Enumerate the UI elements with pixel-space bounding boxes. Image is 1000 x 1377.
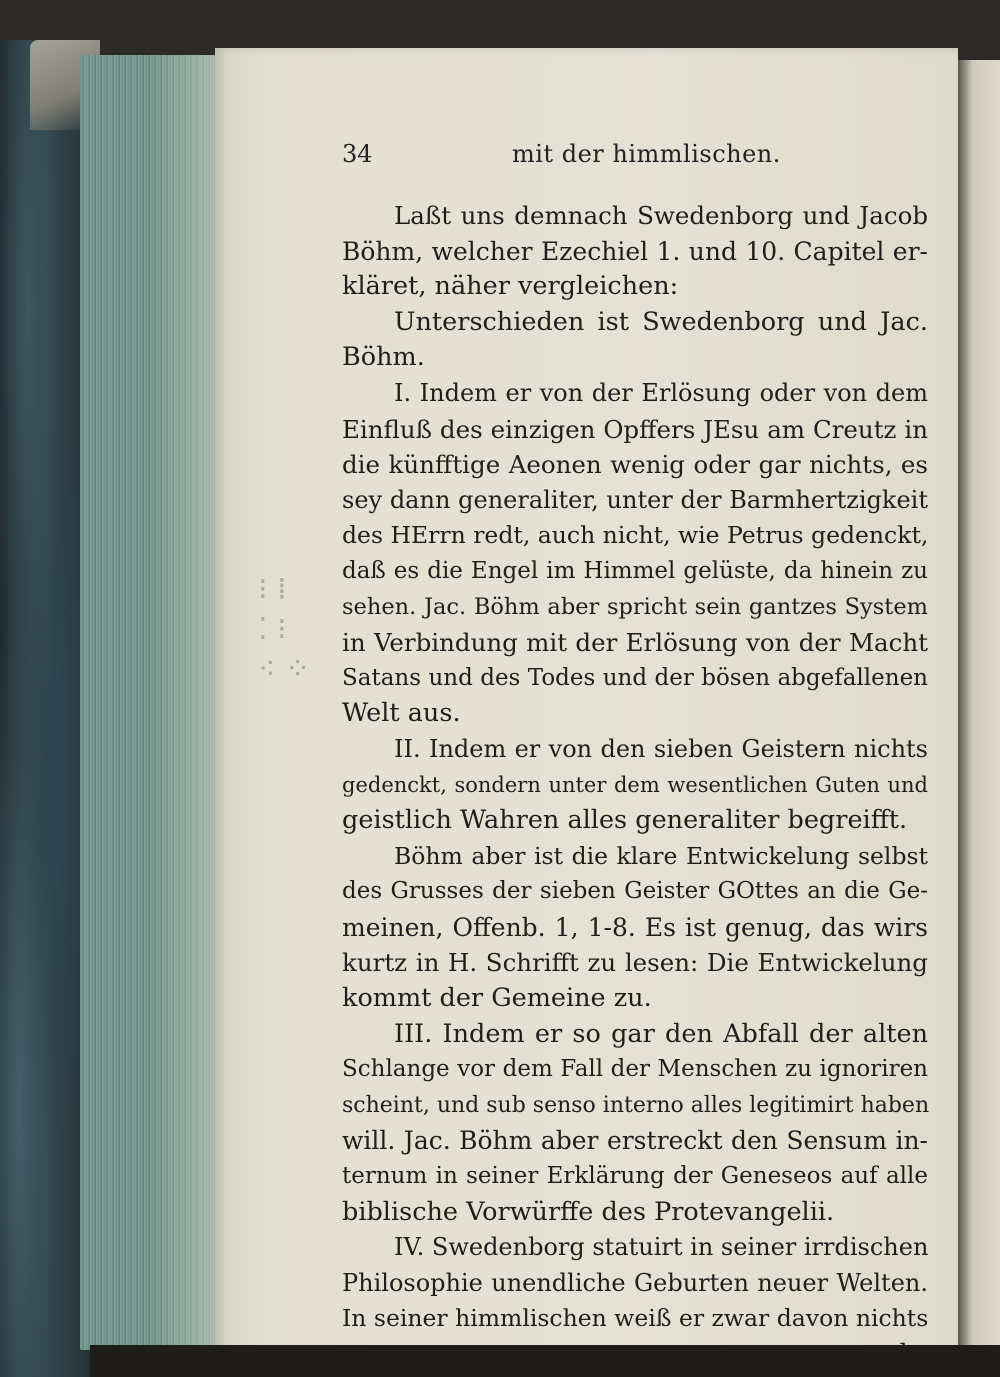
text-line: Böhm aber ist die klare Entwickelung selbst xyxy=(394,841,928,870)
text-line: sehen. Jac. Böhm aber spricht sein gantzes System xyxy=(342,593,928,620)
text-line: Unterschieden ist Swedenborg und Jac. xyxy=(394,306,928,337)
text-line: Böhm. xyxy=(342,342,425,373)
text-line: kurtz in H. Schrifft zu lesen: Die Entwickelung xyxy=(342,948,928,978)
text-line: I. Indem er von der Erlösung oder von dem xyxy=(394,378,928,407)
text-line: kläret, näher vergleichen: xyxy=(342,271,679,302)
text-line: Böhm, welcher Ezechiel 1. und 10. Capitel er- xyxy=(342,236,928,266)
text-line: kommt der Gemeine zu. xyxy=(342,983,652,1014)
text-line: Satans und des Todes und der bösen abgefallenen xyxy=(342,664,928,691)
text-line: II. Indem er von den sieben Geistern nichts xyxy=(394,734,928,763)
text-line: sey dann generaliter, unter der Barmhertzigkeit xyxy=(342,485,928,514)
text-line: will. Jac. Böhm aber erstreckt den Sensum in- xyxy=(342,1126,928,1156)
text-line: Laßt uns demnach Swedenborg und Jacob xyxy=(394,201,928,230)
text-line: Philosophie unendliche Geburten neuer Welten. xyxy=(342,1268,928,1297)
text-line: Einfluß des einzigen Opffers JEsu am Creutz in xyxy=(342,414,928,444)
page-edges-highlight xyxy=(150,55,215,1350)
text-line: meinen, Offenb. 1, 1-8. Es ist genug, das wirs xyxy=(342,912,928,942)
text-line: III. Indem er so gar den Abfall der alten xyxy=(394,1018,928,1049)
running-head: mit der himmlischen. xyxy=(512,140,781,168)
body-text xyxy=(342,198,928,1373)
bottom-shadow xyxy=(90,1345,1000,1377)
text-line: geistlich Wahren alles generaliter begreifft. xyxy=(342,805,908,836)
text-line: Welt aus. xyxy=(342,698,461,729)
text-line: IV. Swedenborg statuirt in seiner irrdischen xyxy=(394,1233,929,1262)
facing-page-edge xyxy=(958,60,1000,1350)
text-line: gedenckt, sondern unter dem wesentlichen Guten und xyxy=(342,772,928,797)
text-line: daß es die Engel im Himmel gelüste, da hinein zu xyxy=(342,557,928,584)
margin-show-through: ⁝ ⁞ ⁚ ⁝ ⁖ ⁘ xyxy=(258,572,311,687)
text-line: scheint, und sub senso interno alles legitimirt haben xyxy=(342,1092,930,1118)
text-line: biblische Vorwürffe des Protevangelii. xyxy=(342,1196,835,1227)
text-line: in Verbindung mit der Erlösung von der Macht xyxy=(342,628,928,658)
page-number: 34 xyxy=(342,140,373,168)
text-line: des Grusses der sieben Geister GOttes an die Ge- xyxy=(342,878,928,905)
text-line: ternum in seiner Erklärung der Geneseos auf alle xyxy=(342,1163,928,1190)
page-header xyxy=(342,140,922,174)
text-line: In seiner himmlischen weiß er zwar davon nichts xyxy=(342,1304,929,1333)
text-line: des HErrn redt, auch nicht, wie Petrus gedenckt, xyxy=(342,521,929,550)
text-line: Schlange vor dem Fall der Menschen zu ignoriren xyxy=(342,1056,928,1083)
text-line: die künfftige Aeonen wenig oder gar nichts, es xyxy=(342,450,928,480)
